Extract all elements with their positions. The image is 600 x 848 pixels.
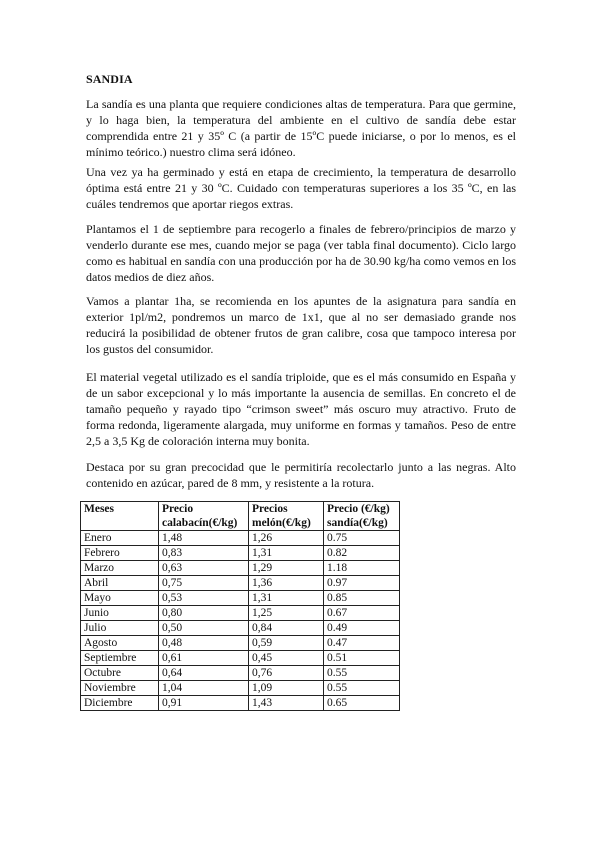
cell-sandia: 0.51 bbox=[324, 651, 400, 666]
cell-melon: 1,29 bbox=[249, 561, 324, 576]
table-row bbox=[81, 636, 400, 651]
cell-month: Diciembre bbox=[81, 696, 159, 711]
header-melon: Precios melón(€/kg) bbox=[249, 502, 324, 531]
paragraph-growth: Una vez ya ha germinado y está en etapa de crecimiento, la temperatura de desarrollo óptima está entre 21 y 30 ºC. Cuidado con temperaturas superiores a los 35 ºC, en las cuáles tendremos que aportar riegos extras. bbox=[86, 165, 516, 211]
cell-month: Febrero bbox=[81, 546, 159, 561]
cell-sandia: 0.55 bbox=[324, 666, 400, 681]
cell-month: Enero bbox=[81, 531, 159, 546]
table-row bbox=[81, 651, 400, 666]
table-row bbox=[81, 681, 400, 696]
header-sandia: Precio (€/kg) sandía(€/kg) bbox=[324, 502, 400, 531]
cell-melon: 0,59 bbox=[249, 636, 324, 651]
cell-sandia: 0.75 bbox=[324, 531, 400, 546]
cell-month: Agosto bbox=[81, 636, 159, 651]
cell-calabacin: 0,48 bbox=[159, 636, 249, 651]
table-row bbox=[81, 696, 400, 711]
cell-calabacin: 0,64 bbox=[159, 666, 249, 681]
price-table bbox=[80, 501, 400, 711]
cell-month: Octubre bbox=[81, 666, 159, 681]
cell-melon: 1,36 bbox=[249, 576, 324, 591]
cell-melon: 1,31 bbox=[249, 591, 324, 606]
cell-sandia: 0.82 bbox=[324, 546, 400, 561]
cell-calabacin: 0,83 bbox=[159, 546, 249, 561]
cell-calabacin: 0,50 bbox=[159, 621, 249, 636]
cell-sandia: 0.55 bbox=[324, 681, 400, 696]
cell-calabacin: 0,80 bbox=[159, 606, 249, 621]
table-row bbox=[81, 561, 400, 576]
cell-sandia: 0.65 bbox=[324, 696, 400, 711]
cell-melon: 1,31 bbox=[249, 546, 324, 561]
cell-calabacin: 0,53 bbox=[159, 591, 249, 606]
cell-melon: 1,26 bbox=[249, 531, 324, 546]
cell-sandia: 0.85 bbox=[324, 591, 400, 606]
cell-melon: 0,45 bbox=[249, 651, 324, 666]
cell-calabacin: 1,48 bbox=[159, 531, 249, 546]
table-row bbox=[81, 576, 400, 591]
table-header-row bbox=[81, 502, 400, 531]
cell-calabacin: 0,75 bbox=[159, 576, 249, 591]
header-meses: Meses bbox=[81, 502, 159, 531]
cell-month: Junio bbox=[81, 606, 159, 621]
paragraph-temperature: La sandía es una planta que requiere condiciones altas de temperatura. Para que germine, y lo haga bien, la temperatura del ambiente en el cultivo de sandía debe estar comprendida entre 21 y 35º C (a partir de 15ºC puede iniciarse, o por lo menos, es el mínimo teórico.) nuestro clima será idóneo. bbox=[86, 97, 516, 159]
paragraph-planting: Plantamos el 1 de septiembre para recogerlo a finales de febrero/principios de marzo y venderlo durante ese mes, cuando mejor se paga (ver tabla final documento). Ciclo largo como es habitual en sandía con una producción por ha de 30.90 kg/ha como vemos en los datos medios de diez años. bbox=[86, 222, 516, 284]
table-row bbox=[81, 531, 400, 546]
cell-calabacin: 0,61 bbox=[159, 651, 249, 666]
document-title: SANDIA bbox=[86, 72, 133, 86]
cell-calabacin: 0,63 bbox=[159, 561, 249, 576]
cell-month: Marzo bbox=[81, 561, 159, 576]
table-row bbox=[81, 621, 400, 636]
header-calabacin: Precio calabacín(€/kg) bbox=[159, 502, 249, 531]
cell-melon: 0,76 bbox=[249, 666, 324, 681]
table-row bbox=[81, 666, 400, 681]
cell-month: Noviembre bbox=[81, 681, 159, 696]
cell-melon: 0,84 bbox=[249, 621, 324, 636]
paragraph-plantation-frame: Vamos a plantar 1ha, se recomienda en los apuntes de la asignatura para sandía en exterior 1pl/m2, pondremos un marco de 1x1, que al no ser demasiado grande nos reducirá la posibilidad de obtener frutos de gran calibre, cosa que tampoco interesa por los gustos del consumidor. bbox=[86, 294, 516, 356]
cell-melon: 1,43 bbox=[249, 696, 324, 711]
paragraph-precocity: Destaca por su gran precocidad que le permitiría recolectarlo junto a las negras. Alto contenido en azúcar, pared de 8 mm, y resistente a la rotura. bbox=[86, 460, 516, 490]
cell-sandia: 1.18 bbox=[324, 561, 400, 576]
cell-sandia: 0.97 bbox=[324, 576, 400, 591]
table-row bbox=[81, 591, 400, 606]
cell-month: Mayo bbox=[81, 591, 159, 606]
cell-sandia: 0.67 bbox=[324, 606, 400, 621]
table-row bbox=[81, 546, 400, 561]
cell-melon: 1,09 bbox=[249, 681, 324, 696]
cell-sandia: 0.49 bbox=[324, 621, 400, 636]
cell-month: Julio bbox=[81, 621, 159, 636]
cell-month: Septiembre bbox=[81, 651, 159, 666]
cell-calabacin: 0,91 bbox=[159, 696, 249, 711]
paragraph-plant-material: El material vegetal utilizado es el sandía triploide, que es el más consumido en España y de un sabor excepcional y lo más importante la ausencia de semillas. En concreto el de tamaño pequeño y rayado tipo “crimson sweet” más oscuro muy atractivo. Fruto de forma redonda, ligeramente alargada, muy uniforme en formas y tamaños. Peso de entre 2,5 a 3,5 Kg de coloración interna muy bonita. bbox=[86, 370, 516, 448]
cell-sandia: 0.47 bbox=[324, 636, 400, 651]
cell-month: Abril bbox=[81, 576, 159, 591]
cell-melon: 1,25 bbox=[249, 606, 324, 621]
cell-calabacin: 1,04 bbox=[159, 681, 249, 696]
table-row bbox=[81, 606, 400, 621]
